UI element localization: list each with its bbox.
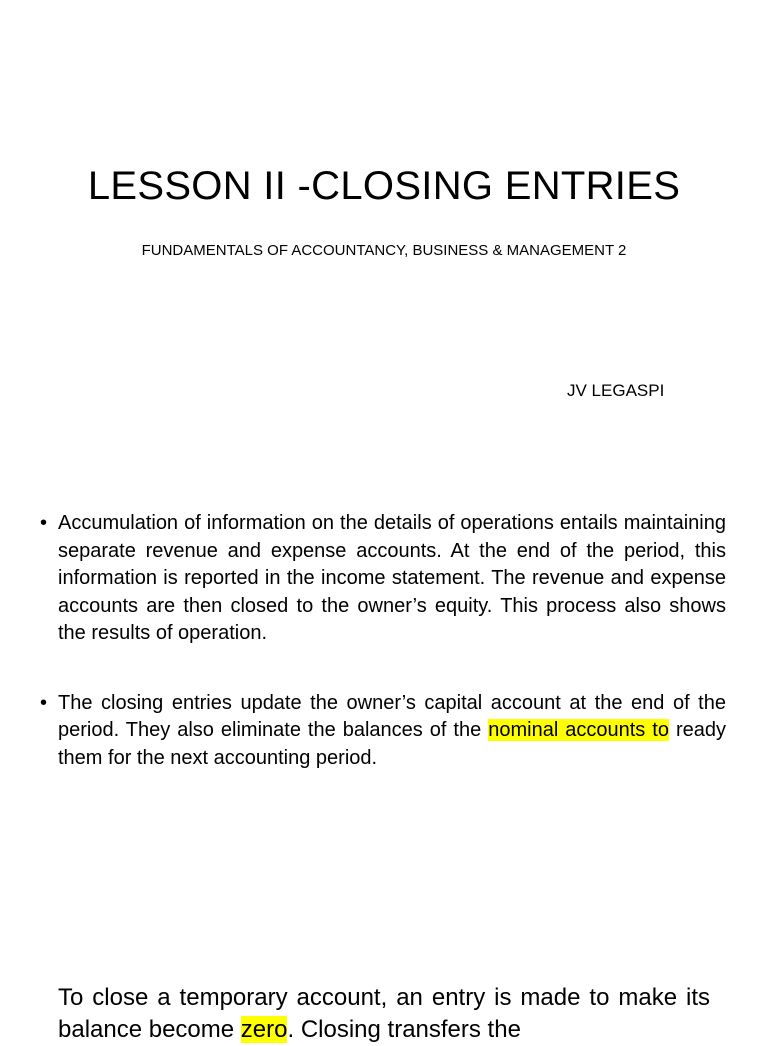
bullet-list <box>40 510 726 814</box>
bullet-text-part: The closing entries update the owner’s capital account at the end of the period. They also eliminate the balances of the <box>58 691 726 741</box>
bullet-item <box>40 690 726 773</box>
slide-title: LESSON II -CLOSING ENTRIES <box>87 164 681 208</box>
partial-slide <box>0 940 768 1043</box>
highlighted-text: nominal accounts to <box>488 719 669 741</box>
paragraph-part: . Closing transfers the <box>287 1016 521 1043</box>
highlighted-text: zero <box>240 1016 288 1043</box>
bullet-text <box>58 690 726 773</box>
bullet-text: Accumulation of information on the details of operations entails maintaining separate revenue and expense accounts. At the end of the period, this information is reported in the income statement. The revenue and expense accounts are then closed to the owner’s equity. This process also shows the results of operation. <box>58 512 726 644</box>
title-slide <box>0 0 768 460</box>
author-name: JV LEGASPI <box>567 381 665 400</box>
paragraph-part: To close a temporary account, an entry is made to make its balance become <box>58 984 710 1043</box>
bullet-icon: • <box>40 691 48 714</box>
bullet-icon: • <box>40 512 48 534</box>
bullet-item <box>40 510 726 648</box>
bullet-text-part: ready them for the next accounting period. <box>58 719 727 769</box>
slide-subtitle: FUNDAMENTALS OF ACCOUNTANCY, BUSINESS & MANAGEMENT 2 <box>141 242 627 259</box>
content-slide <box>0 460 768 940</box>
paragraph <box>58 982 710 1046</box>
